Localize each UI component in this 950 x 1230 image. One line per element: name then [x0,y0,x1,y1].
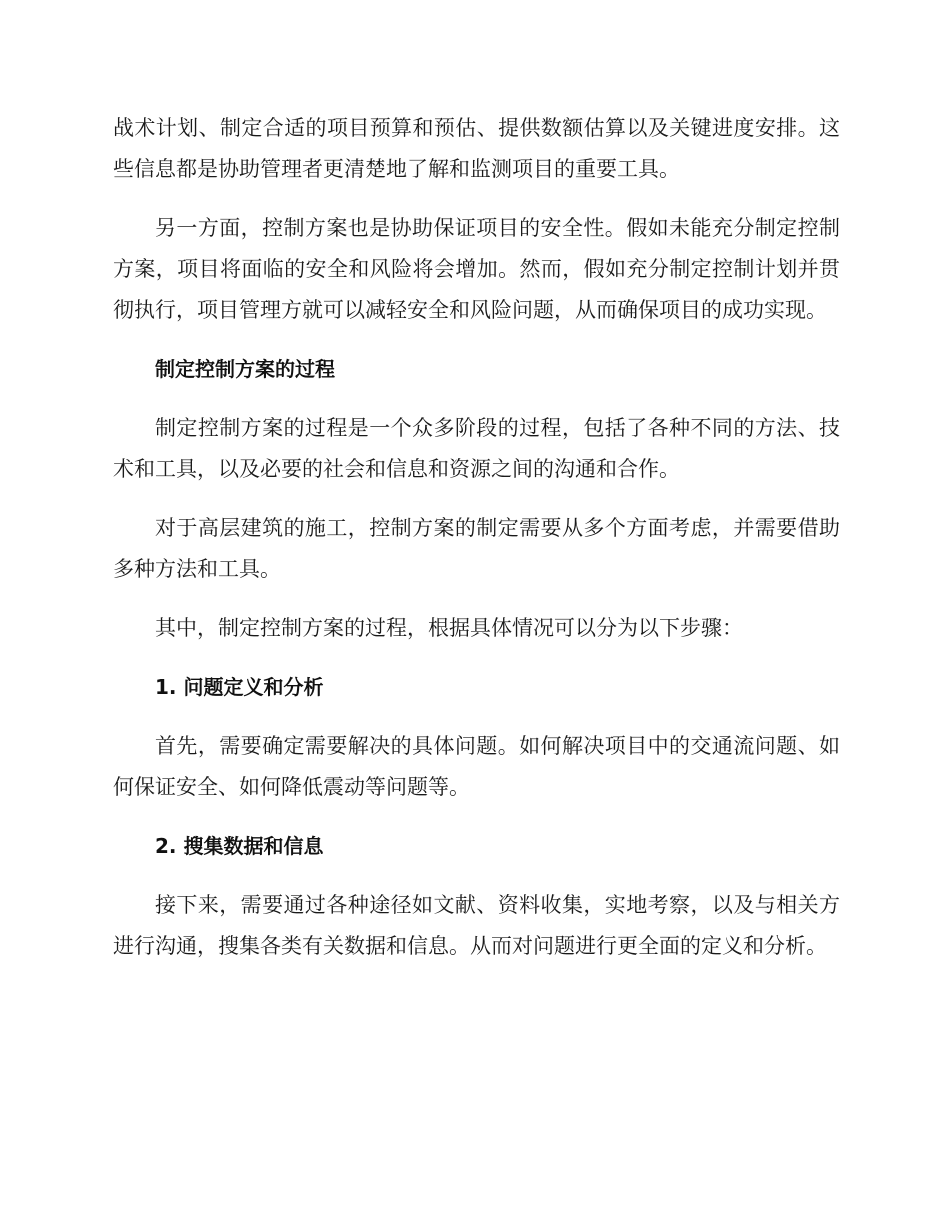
paragraph-safety: 另一方面，控制方案也是协助保证项目的安全性。假如未能充分制定控制方案，项目将面临的安全和风险将会增加。然而，假如充分制定控制计划并贯彻执行，项目管理方就可以减轻安全和风险问题，从而确保项目的成功实现。 [113,216,840,322]
step-heading-data-collection: 2. 搜集数据和信息 [155,834,324,858]
paragraph-process-overview: 制定控制方案的过程是一个众多阶段的过程，包括了各种不同的方法、技术和工具，以及必要的社会和信息和资源之间的沟通和合作。 [113,416,840,481]
paragraph-steps-intro: 其中，制定控制方案的过程，根据具体情况可以分为以下步骤： [155,616,743,640]
step-heading-problem-definition: 1. 问题定义和分析 [155,675,324,699]
section-heading-process: 制定控制方案的过程 [155,357,335,381]
document-body [113,108,840,985]
paragraph-high-rise: 对于高层建筑的施工，控制方案的制定需要从多个方面考虑，并需要借助多种方法和工具。 [113,516,840,581]
paragraph-problem-definition: 首先，需要确定需要解决的具体问题。如何解决项目中的交通流问题、如何保证安全、如何降低震动等问题等。 [113,734,840,799]
paragraph-continuation: 战术计划、制定合适的项目预算和预估、提供数额估算以及关键进度安排。这些信息都是协助管理者更清楚地了解和监测项目的重要工具。 [113,116,840,181]
paragraph-data-collection: 接下来，需要通过各种途径如文献、资料收集，实地考察，以及与相关方进行沟通，搜集各类有关数据和信息。从而对问题进行更全面的定义和分析。 [113,893,840,958]
